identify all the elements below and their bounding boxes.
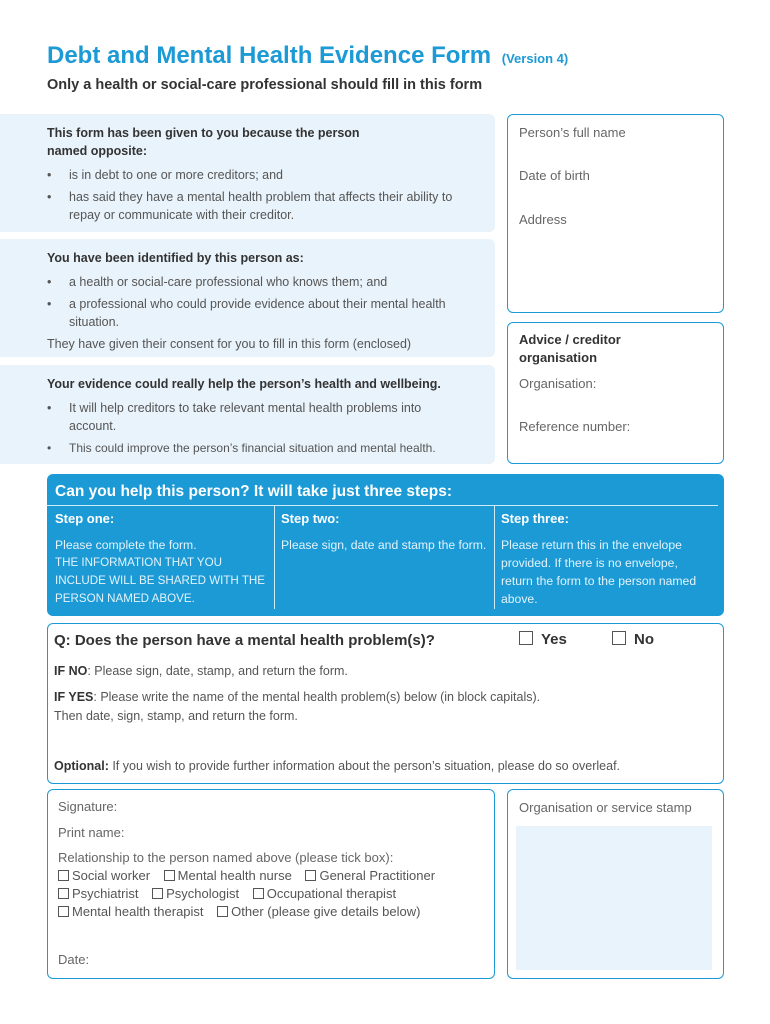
info-panel-identified (0, 239, 495, 357)
steps-heading: Can you help this person? It will take just three steps: (55, 483, 453, 500)
relationship-row-3 (58, 904, 430, 919)
bullet-list (47, 166, 485, 224)
step-title: Step two: (281, 511, 340, 526)
title-text: Debt and Mental Health Evidence Form (47, 42, 492, 69)
form-title (47, 42, 568, 70)
option-occupational-therapist[interactable]: Occupational therapist (253, 886, 396, 901)
panel-heading: You have been identified by this person as: (47, 251, 304, 265)
step-title: Step one: (55, 511, 115, 526)
stamp-label: Organisation or service stamp (519, 800, 692, 815)
organisation-field[interactable]: Organisation: (519, 376, 597, 391)
checkbox[interactable] (58, 906, 69, 917)
yes-option[interactable]: Yes (519, 631, 567, 648)
no-option[interactable]: No (612, 631, 654, 648)
option-general-practitioner[interactable]: General Practitioner (305, 868, 435, 883)
signature-field[interactable]: Signature: (58, 799, 118, 814)
list-item: • a professional who could provide evidence about their mental health situation. (47, 295, 487, 331)
full-name-field[interactable]: Person’s full name (519, 125, 626, 140)
step-title: Step three: (501, 511, 569, 526)
option-mental-health-therapist[interactable]: Mental health therapist (58, 904, 204, 919)
question-text: Q: Does the person have a mental health problem(s)? (54, 632, 435, 649)
step-desc: Please return this in the envelope provided. If there is no envelope, return the form to the person named above. (501, 538, 697, 606)
person-details-box (507, 114, 724, 313)
panel-heading: Your evidence could really help the person’s health and wellbeing. (47, 377, 441, 391)
list-item: • has said they have a mental health problem that affects their ability to repay or communicate with their creditor. (47, 188, 477, 224)
option-other[interactable]: Other (please give details below) (217, 904, 420, 919)
consent-note: They have given their consent for you to fill in this form (enclosed) (47, 337, 412, 351)
relationship-row-1 (58, 868, 445, 883)
yes-checkbox[interactable] (519, 631, 533, 645)
reference-number-field[interactable]: Reference number: (519, 419, 631, 434)
if-no-instruction: IF NO: Please sign, date, stamp, and return the form. (54, 664, 348, 678)
bullet-list (47, 273, 485, 331)
option-psychologist[interactable]: Psychologist (152, 886, 239, 901)
step-desc: Please sign, date and stamp the form. (281, 538, 487, 552)
stamp-area[interactable] (516, 826, 712, 970)
option-social-worker[interactable]: Social worker (58, 868, 150, 883)
no-checkbox[interactable] (612, 631, 626, 645)
info-panel-debt (0, 114, 495, 232)
relationship-row-2 (58, 886, 406, 901)
relationship-prompt: Relationship to the person named above (please tick box): (58, 850, 394, 865)
step-note: THE INFORMATION THAT YOU INCLUDE WILL BE SHARED WITH THE PERSON NAMED ABOVE. (55, 556, 266, 605)
steps-banner (47, 474, 724, 616)
date-of-birth-field[interactable]: Date of birth (519, 168, 590, 183)
option-mental-health-nurse[interactable]: Mental health nurse (164, 868, 292, 883)
checkbox[interactable] (253, 888, 264, 899)
step-desc: Please complete the form. (55, 538, 197, 552)
list-item: • This could improve the person’s financial situation and mental health. (47, 439, 485, 457)
checkbox[interactable] (152, 888, 163, 899)
checkbox[interactable] (164, 870, 175, 881)
panel-heading: This form has been given to you because the person named opposite: (47, 126, 360, 158)
step-two (274, 505, 494, 609)
advice-heading: Advice / creditor organisation (519, 332, 621, 365)
list-item: • It will help creditors to take relevant mental health problems into account. (47, 399, 467, 435)
checkbox[interactable] (217, 906, 228, 917)
if-yes-instruction: IF YES: Please write the name of the mental health problem(s) below (in block capitals). Then date, sign, stamp, and return the form. (54, 690, 541, 723)
checkbox[interactable] (58, 870, 69, 881)
list-item: • is in debt to one or more creditors; and (47, 166, 485, 184)
bullet-list (47, 399, 485, 457)
info-panel-evidence (0, 365, 495, 464)
list-item: • a health or social-care professional who knows them; and (47, 273, 485, 291)
checkbox[interactable] (58, 888, 69, 899)
form-subtitle: Only a health or social-care professional should fill in this form (47, 77, 483, 93)
optional-note: Optional: If you wish to provide further information about the person’s situation, please do so overleaf. (54, 759, 621, 773)
option-psychiatrist[interactable]: Psychiatrist (58, 886, 138, 901)
step-three (494, 505, 718, 609)
step-one (49, 505, 274, 609)
checkbox[interactable] (305, 870, 316, 881)
version-label: (Version 4) (501, 51, 569, 66)
print-name-field[interactable]: Print name: (58, 825, 125, 840)
advice-organisation-box (507, 322, 724, 464)
date-field[interactable]: Date: (58, 952, 90, 967)
address-field[interactable]: Address (519, 212, 567, 227)
signature-box (47, 789, 495, 979)
